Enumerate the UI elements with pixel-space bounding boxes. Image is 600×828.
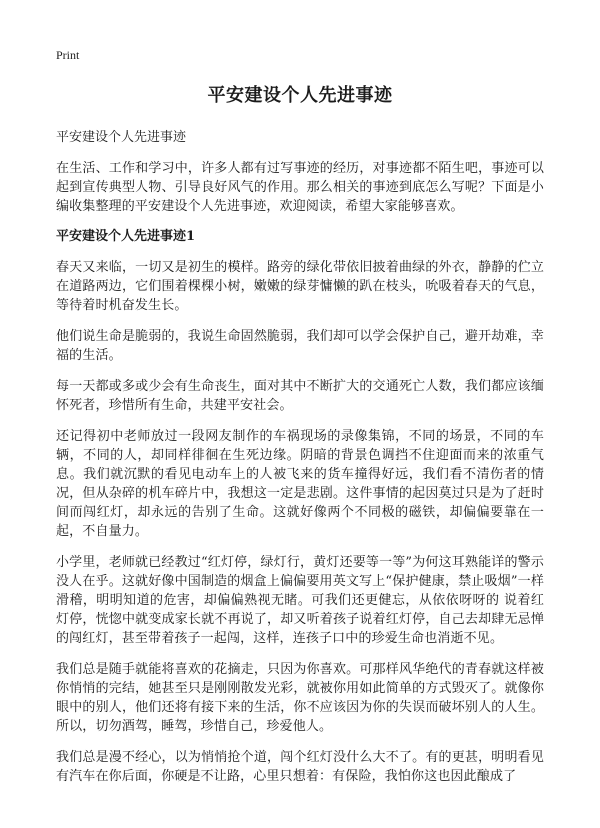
print-link[interactable]: Print — [56, 48, 80, 62]
body-paragraph: 我们总是随手就能将喜欢的花摘走，只因为你喜欢。可那样风华绝代的青春就这样被你悄悄的完结，她甚至只是刚刚散发光彩，就被你用如此简单的方式毁灭了。就像你眼中的别人，他们还将有接下来的生活，你不应该因为你的失误而破坏别人的人生。所以，切勿酒驾，睡驾，珍惜自己，珍爱他人。 — [56, 662, 544, 734]
page-title: 平安建设个人先进事迹 — [207, 85, 393, 106]
body-paragraph: 我们总是漫不经心，以为悄悄抢个道，闯个红灯没什么大不了。有的更甚，明明看见有汽车在你后面，你硬是不让路，心里只想着：有保险，我怕你这也因此酿成了 — [56, 750, 544, 784]
body-paragraph: 春天又来临，一切又是初生的模样。路旁的绿化带依旧披着曲绿的外衣，静静的伫立在道路两边，它们围着棵棵小树，嫩嫩的绿芽慵懒的趴在枝头，吮吸着春天的气息，等待着时机奋发生长。 — [56, 260, 544, 313]
body-paragraph: 每一天都或多或少会有生命丧生，面对其中不断扩大的交通死亡人数，我们都应该缅怀死者，珍惜所有生命，共建平安社会。 — [56, 379, 544, 413]
section-heading: 平安建设个人先进事迹1 — [56, 229, 196, 244]
body-paragraph: 还记得初中老师放过一段网友制作的车祸现场的录像集锦，不同的场景，不同的车辆，不同的人，却同样徘徊在生死边缘。阴暗的背景色调挡不住迎面而来的浓重气息。我们就沉默的看见电动车上的人被飞来的货车撞得好远，我们看不清伤者的情况，但从杂碎的机车碎片中，我想这一定是悲剧。这件事情的起因莫过只是为了赶时间而闯红灯，却永远的告别了生命。这就好像两个不同极的磁铁，却偏偏要靠在一起，不自量力。 — [56, 429, 544, 539]
body-paragraph: 小学里，老师就已经教过“红灯停，绿灯行，黄灯还要等一等”为何这耳熟能详的警示没人在乎。这就好像中国制造的烟盒上偏偏要用英文写上“保护健康，禁止吸烟”一样滑稽，明明知道的危害，却偏偏熟视无睹。可我们还更健忘，从依依呀呀的 说着红灯停，恍惚中就变成家长就不再说了，却又听着孩子说着红灯停，自己去却肆无忌惮的闯红灯，甚至带着孩子一起闯，这样，连孩子口中的珍爱生命也消逝不见。 — [56, 555, 544, 646]
body-paragraph: 他们说生命是脆弱的，我说生命固然脆弱，我们却可以学会保护自己，避开劫难，幸福的生活。 — [56, 329, 544, 363]
article-subtitle: 平安建设个人先进事迹 — [56, 130, 187, 145]
intro-paragraph: 在生活、工作和学习中，许多人都有过写事迹的经历，对事迹都不陌生吧，事迹可以起到宣传典型人物、引导良好风气的作用。那么相关的事迹到底怎么写呢？下面是小编收集整理的平安建设个人先进事迹，欢迎阅读，希望大家能够喜欢。 — [56, 161, 544, 214]
